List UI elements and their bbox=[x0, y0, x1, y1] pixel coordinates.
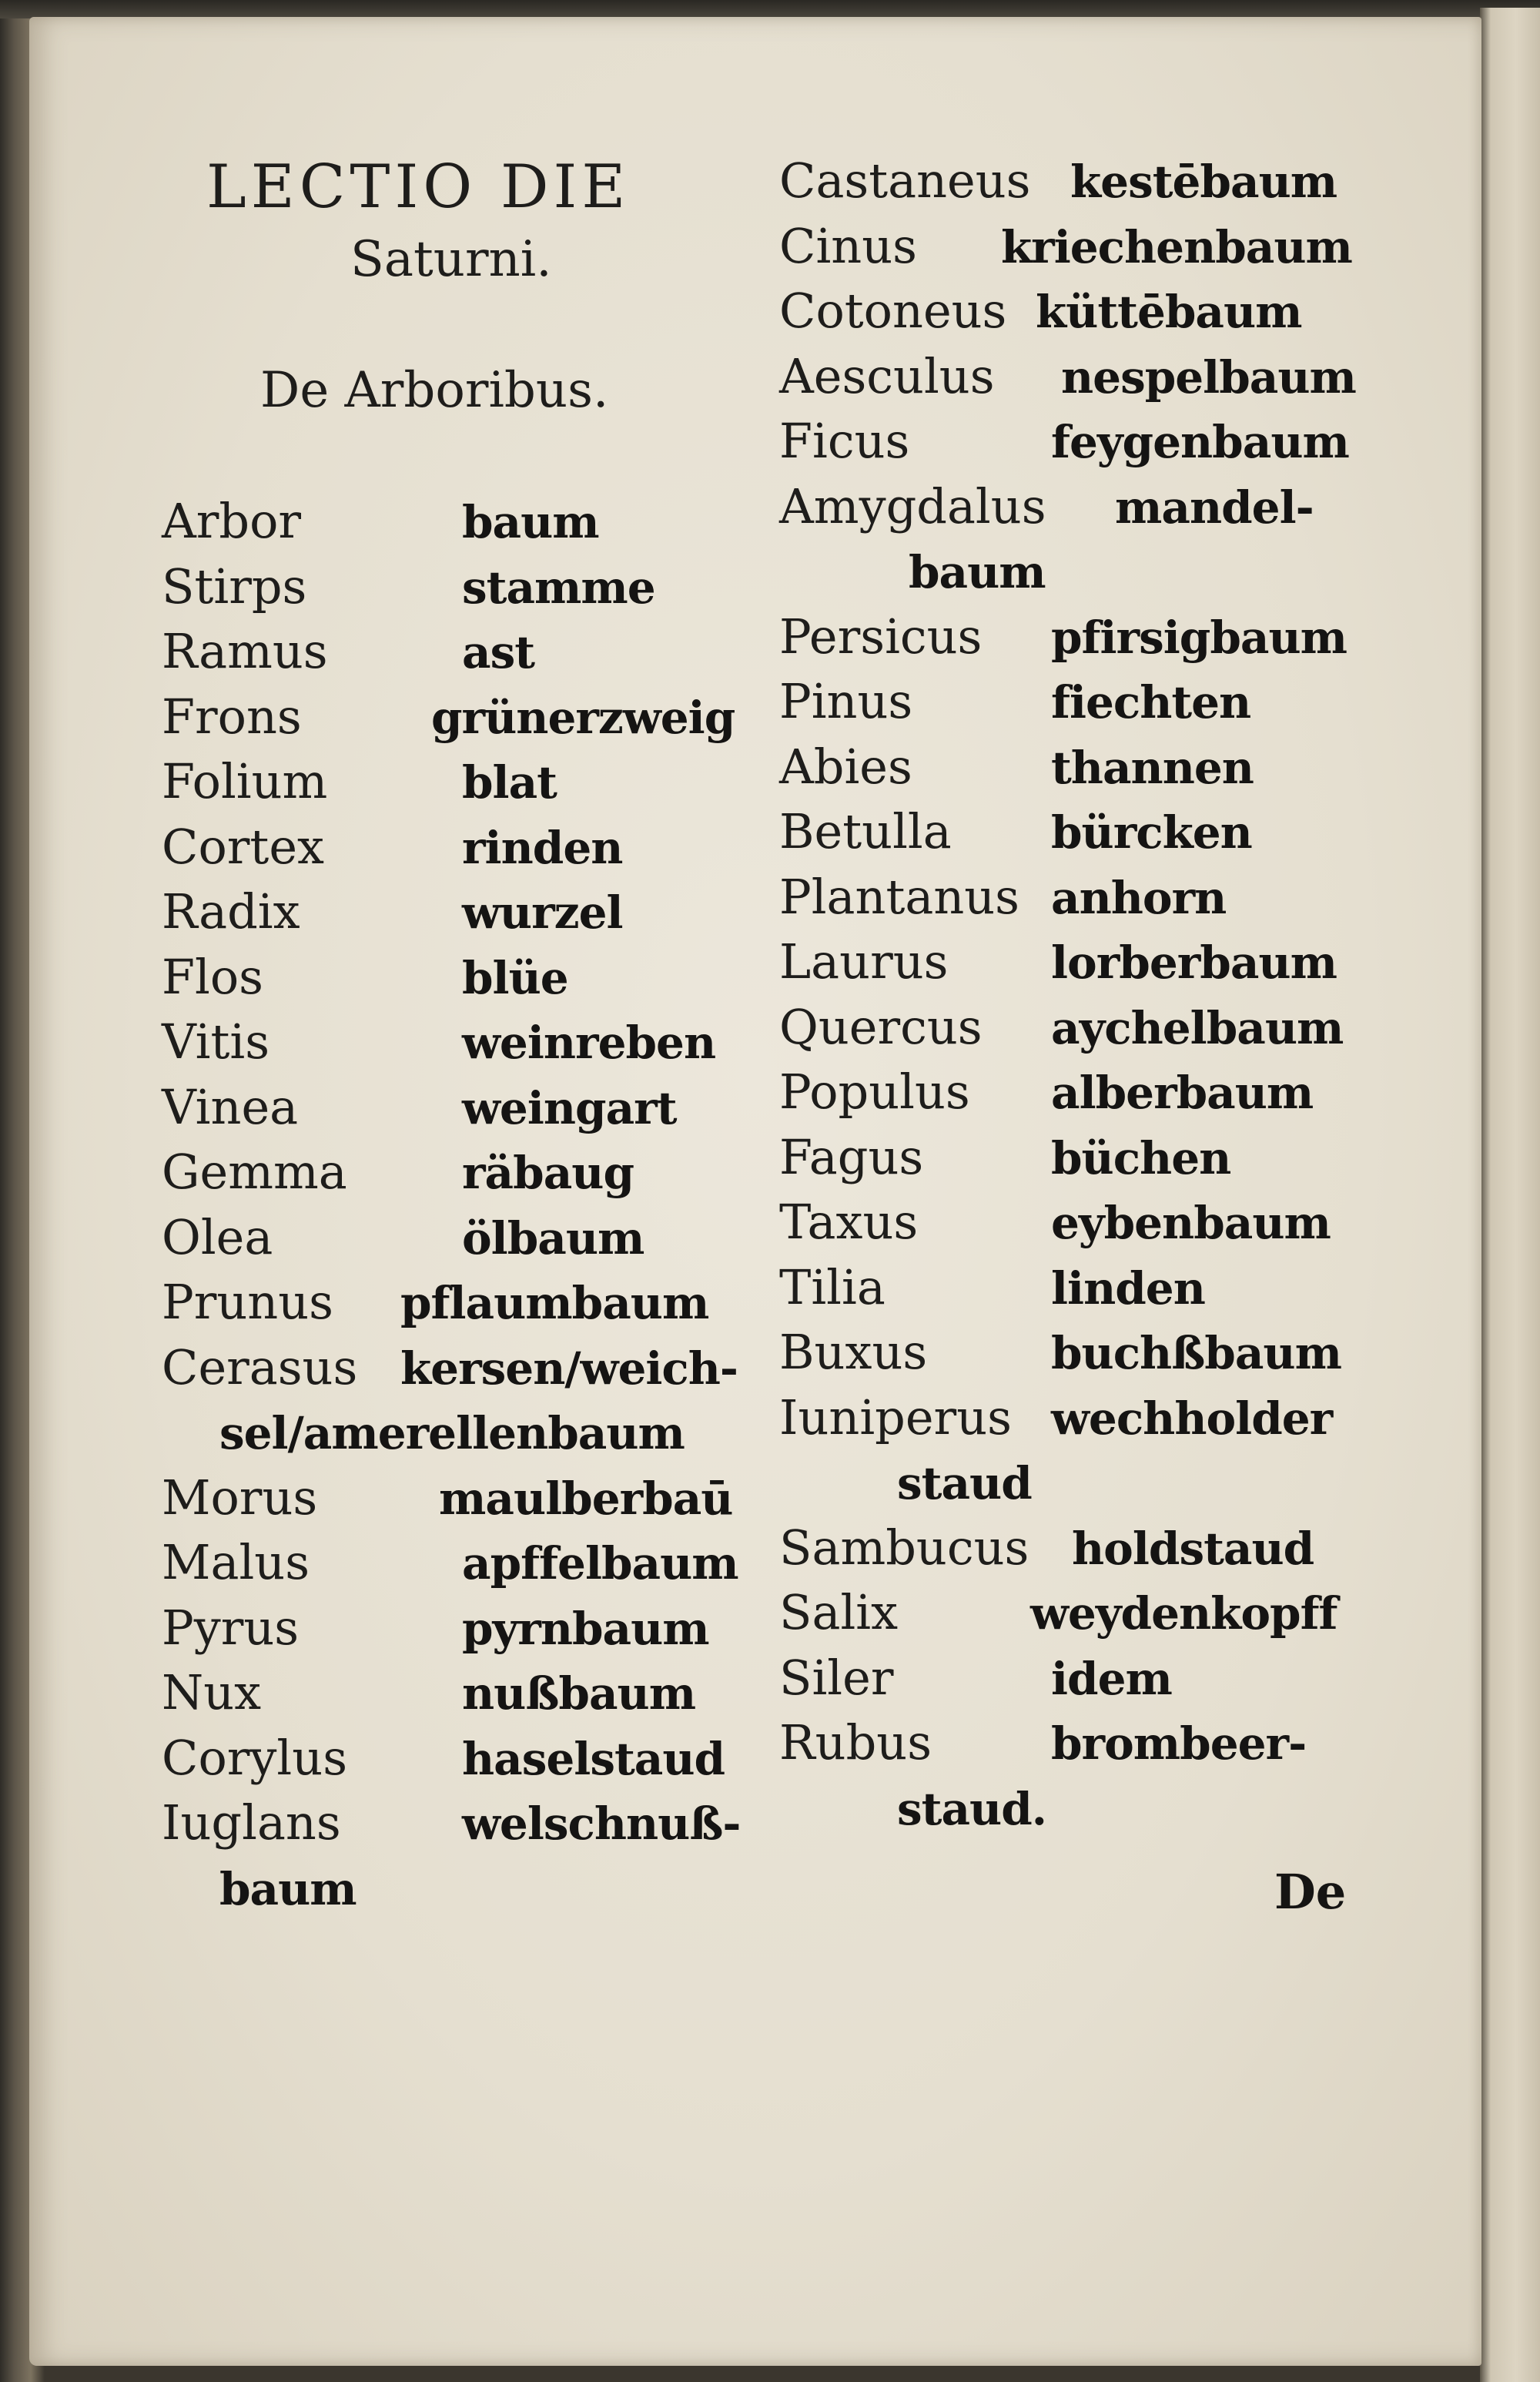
german-word: kersen/weich- bbox=[400, 1342, 738, 1395]
latin-word: Pinus bbox=[779, 673, 913, 729]
german-word: mandel- bbox=[1115, 481, 1314, 534]
page-title: LECTIO DIE bbox=[206, 152, 631, 222]
latin-word: Iuglans bbox=[162, 1794, 341, 1851]
german-word: ölbaum bbox=[462, 1211, 644, 1265]
latin-word: Cinus bbox=[779, 217, 917, 274]
latin-word: Cerasus bbox=[162, 1338, 358, 1395]
german-word: eybenbaum bbox=[1051, 1197, 1331, 1249]
latin-word: Taxus bbox=[779, 1194, 919, 1250]
german-word: büchen bbox=[1051, 1131, 1231, 1184]
latin-word: Corylus bbox=[162, 1729, 348, 1786]
section-heading: De Arboribus. bbox=[260, 362, 609, 419]
latin-word: Prunus bbox=[162, 1274, 333, 1330]
german-word: staud. bbox=[897, 1782, 1046, 1835]
german-word: aychelbaum bbox=[1051, 1001, 1344, 1054]
next-page-edge bbox=[1480, 8, 1540, 2382]
latin-word: Flos bbox=[162, 948, 263, 1005]
german-word: wurzel bbox=[462, 886, 623, 939]
german-word: lorberbaum bbox=[1051, 936, 1337, 989]
top-shadow bbox=[0, 0, 1540, 18]
german-word: blat bbox=[462, 756, 557, 809]
latin-word: Olea bbox=[162, 1208, 273, 1265]
german-word: pflaumbaum bbox=[400, 1277, 709, 1329]
german-word: idem bbox=[1051, 1652, 1172, 1705]
german-word: feygenbaum bbox=[1051, 416, 1349, 468]
german-word: staud bbox=[897, 1457, 1032, 1509]
latin-word: Aesculus bbox=[779, 347, 995, 404]
german-word: linden bbox=[1051, 1261, 1205, 1315]
german-word: nespelbaum bbox=[1061, 350, 1356, 404]
german-word: wechholder bbox=[1051, 1392, 1333, 1445]
latin-word: Buxus bbox=[779, 1324, 928, 1380]
german-word: küttēbaum bbox=[1036, 286, 1302, 338]
latin-word: Cotoneus bbox=[779, 283, 1007, 339]
latin-word: Vitis bbox=[162, 1013, 270, 1070]
german-word: weydenkopff bbox=[1030, 1587, 1337, 1640]
german-word: sel/amerellenbaum bbox=[219, 1407, 685, 1459]
latin-word: Fagus bbox=[779, 1128, 924, 1185]
catchword: De bbox=[1274, 1864, 1347, 1920]
german-word: blüe bbox=[462, 951, 568, 1004]
latin-word: Quercus bbox=[779, 998, 983, 1055]
latin-word: Tilia bbox=[779, 1258, 886, 1315]
latin-word: Plantanus bbox=[779, 868, 1019, 925]
german-word: haselstaud bbox=[462, 1732, 725, 1785]
latin-word: Vinea bbox=[162, 1078, 299, 1135]
latin-word: Folium bbox=[162, 753, 328, 809]
latin-word: Castaneus bbox=[779, 152, 1031, 209]
german-word: apffelbaum bbox=[462, 1537, 738, 1590]
latin-word: Gemma bbox=[162, 1144, 347, 1200]
german-word: stamme bbox=[462, 561, 655, 614]
latin-word: Nux bbox=[162, 1664, 262, 1720]
german-word: baum bbox=[462, 496, 599, 548]
german-word: anhorn bbox=[1051, 871, 1227, 924]
latin-word: Abies bbox=[779, 738, 912, 795]
latin-word: Salix bbox=[779, 1584, 899, 1640]
german-word: weinreben bbox=[462, 1017, 716, 1069]
latin-word: Stirps bbox=[162, 558, 307, 615]
german-word: bürcken bbox=[1051, 806, 1252, 859]
latin-word: Arbor bbox=[162, 493, 302, 549]
german-word: baum bbox=[909, 546, 1046, 598]
latin-word: Malus bbox=[162, 1534, 310, 1590]
german-word: fiechten bbox=[1051, 676, 1251, 729]
german-word: räbaug bbox=[462, 1147, 634, 1199]
page-subtitle: Saturni. bbox=[350, 231, 552, 288]
german-word: grünerzweig bbox=[431, 691, 735, 744]
german-word: brombeer- bbox=[1051, 1717, 1307, 1770]
latin-word: Populus bbox=[779, 1064, 970, 1120]
german-word: welschnuß- bbox=[462, 1797, 741, 1850]
german-word: holdstaud bbox=[1072, 1522, 1314, 1575]
latin-word: Ficus bbox=[779, 413, 910, 469]
german-word: alberbaum bbox=[1051, 1067, 1314, 1119]
latin-word: Siler bbox=[779, 1649, 894, 1706]
latin-word: Radix bbox=[162, 883, 300, 940]
latin-word: Ramus bbox=[162, 623, 328, 679]
latin-word: Morus bbox=[162, 1469, 318, 1526]
latin-word: Laurus bbox=[779, 933, 949, 990]
german-word: thannen bbox=[1051, 741, 1254, 794]
latin-word: Rubus bbox=[779, 1714, 932, 1771]
latin-word: Pyrus bbox=[162, 1599, 300, 1656]
latin-word: Sambucus bbox=[779, 1519, 1029, 1576]
german-word: baum bbox=[219, 1862, 357, 1915]
latin-word: Amygdalus bbox=[779, 477, 1046, 534]
german-word: buchßbaum bbox=[1051, 1327, 1341, 1379]
german-word: kriechenbaum bbox=[1001, 220, 1352, 273]
german-word: pfirsigbaum bbox=[1051, 611, 1348, 664]
german-word: rinden bbox=[462, 821, 623, 874]
german-word: ast bbox=[462, 626, 535, 678]
latin-word: Frons bbox=[162, 688, 302, 745]
latin-word: Cortex bbox=[162, 818, 324, 875]
german-word: weingart bbox=[462, 1081, 677, 1134]
german-word: pyrnbaum bbox=[462, 1602, 709, 1655]
german-word: kestēbaum bbox=[1070, 156, 1337, 208]
latin-word: Iuniperus bbox=[779, 1389, 1012, 1446]
latin-word: Betulla bbox=[779, 803, 952, 859]
german-word: maulberbaū bbox=[439, 1472, 733, 1525]
german-word: nußbaum bbox=[462, 1667, 696, 1720]
latin-word: Persicus bbox=[779, 608, 983, 665]
